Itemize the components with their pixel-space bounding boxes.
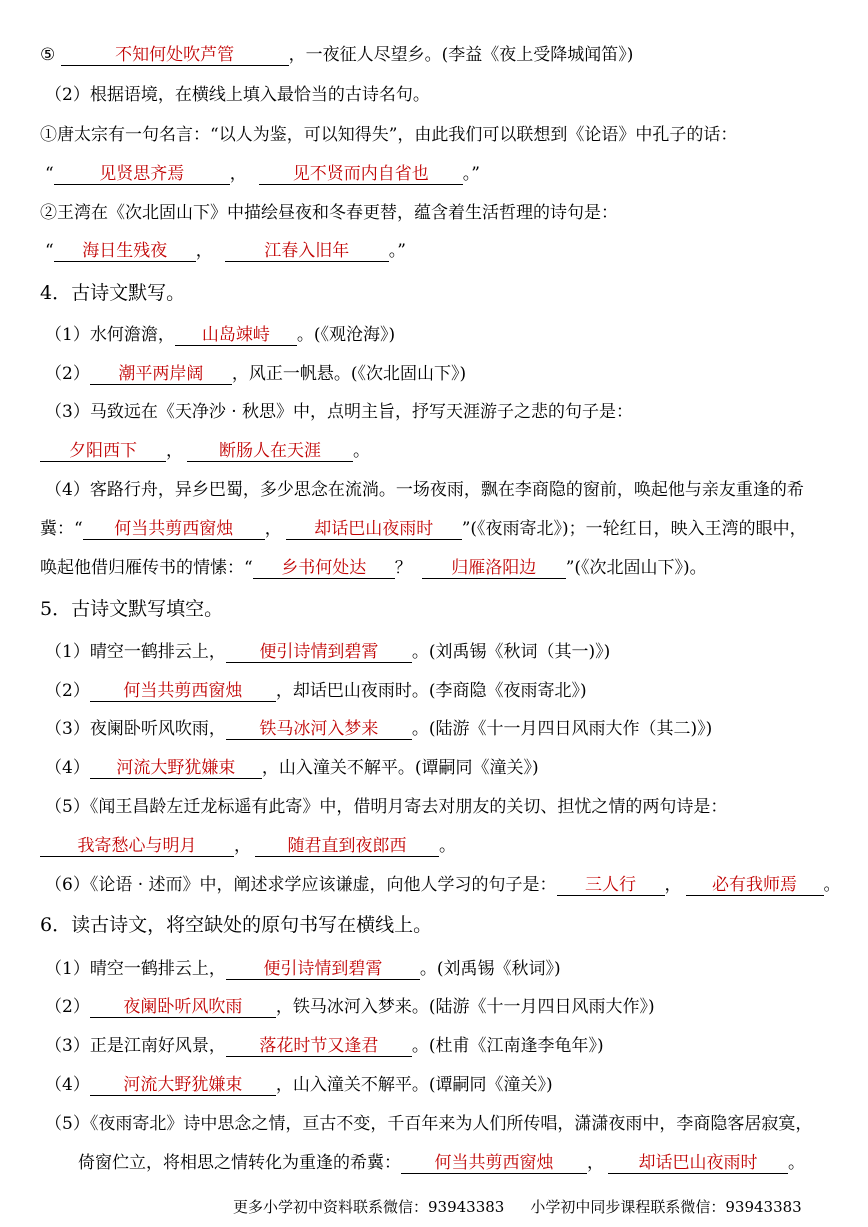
answer-blank[interactable]: 却话巴山夜雨时 [286,519,462,540]
item-line: （1）晴空一鹤排云上， 便引诗情到碧霄 。(刘禹锡《秋词（其一)》) [45,642,611,662]
question-prompt: （2）根据语境，在横线上填入最恰当的古诗名句。 [45,85,430,105]
footer-contact-left: 更多小学初中资料联系微信：93943383 [233,1198,505,1216]
answer-blank[interactable]: 便引诗情到碧霄 [226,642,412,663]
page-footer [233,1196,802,1217]
answer-blank[interactable]: 夕阳西下 [40,441,166,462]
answer-blank[interactable]: 河流大野犹嫌束 [90,758,262,779]
answer-blank[interactable]: 随君直到夜郎西 [255,836,439,857]
answer-blank[interactable]: 河流大野犹嫌束 [90,1075,276,1096]
answer-blank[interactable]: 潮平两岸阔 [90,364,232,385]
item-line: “ 见贤思齐焉 ， 见不贤而内自省也 。” [45,164,480,184]
question-text: （5）《闻王昌龄左迁龙标遥有此寄》中，借明月寄去对朋友的关切、担忧之情的两句诗是： [45,797,728,817]
item-line: （2） 何当共剪西窗烛 ，却话巴山夜雨时。(李商隐《夜雨寄北》) [45,681,587,701]
answer-blank[interactable]: 不知何处吹芦管 [61,45,289,66]
item-line: 冀：“ 何当共剪西窗烛 ， 却话巴山夜雨时 ”(《夜雨寄北》)；一轮红日，映入王湾的眼中， [40,519,807,539]
question-text: ②王湾在《次北固山下》中描绘昼夜和冬春更替，蕴含着生活哲理的诗句是： [40,203,618,223]
answer-blank[interactable]: 落花时节又逢君 [226,1036,412,1057]
answer-blank[interactable]: 归雁洛阳边 [422,558,566,579]
item-line: （3）夜阑卧听风吹雨， 铁马冰河入梦来 。(陆游《十一月四日风雨大作（其二)》) [45,719,713,739]
item-line: （1）晴空一鹤排云上， 便引诗情到碧霄 。(刘禹锡《秋词》) [45,959,561,979]
answer-blank[interactable]: 我寄愁心与明月 [40,836,234,857]
item-line: 我寄愁心与明月 ， 随君直到夜郎西 。 [40,835,456,857]
footer-contact-right: 小学初中同步课程联系微信：93943383 [530,1198,802,1216]
item-line: 夕阳西下 ， 断肠人在天涯 。 [40,440,370,462]
item-line: ⑤ 不知何处吹芦管 ，一夜征人尽望乡。(李益《夜上受降城闻笛》) [40,45,634,65]
section-title: 4．古诗文默写。 [40,282,186,304]
question-text: （3）马致远在《天净沙 · 秋思》中，点明主旨，抒写天涯游子之悲的句子是： [45,402,634,422]
answer-blank[interactable]: 何当共剪西窗烛 [83,519,265,540]
item-line: 唤起他借归雁传书的情愫：“ 乡书何处达 ？ 归雁洛阳边 ”(《次北固山下》)。 [40,558,707,578]
item-line: （6）《论语 · 述而》中，阐述求学应该谦虚，向他人学习的句子是： 三人行 ， 必有我师焉 。 [45,875,841,895]
item-line: （4） 河流大野犹嫌束 ，山入潼关不解平。(谭嗣同《潼关》) [45,1075,553,1095]
answer-blank[interactable]: 乡书何处达 [253,558,395,579]
item-line: 倚窗伫立，将相思之情转化为重逢的希冀： 何当共剪西窗烛 ， 却话巴山夜雨时 。 [78,1153,805,1173]
answer-blank[interactable]: 江春入旧年 [225,241,389,262]
answer-blank[interactable]: 见不贤而内自省也 [259,164,463,185]
question-text: （4）客路行舟，异乡巴蜀，多少思念在流淌。一场夜雨，飘在李商隐的窗前，唤起他与亲友重逢的希 [45,480,804,500]
item-line: （1）水何澹澹， 山岛竦峙 。(《观沧海》) [45,325,396,345]
section-title: 5．古诗文默写填空。 [40,598,224,620]
question-text: （5）《夜雨寄北》诗中思念之情，亘古不变，千百年来为人们所传唱，潇潇夜雨中，李商隐客居寂寞， [45,1114,813,1134]
section-title: 6．读古诗文，将空缺处的原句书写在横线上。 [40,914,433,936]
answer-blank[interactable]: 何当共剪西窗烛 [401,1153,587,1174]
answer-blank[interactable]: 夜阑卧听风吹雨 [90,997,276,1018]
answer-blank[interactable]: 三人行 [557,875,665,896]
answer-blank[interactable]: 铁马冰河入梦来 [226,719,412,740]
item-line: （4） 河流大野犹嫌束 ，山入潼关不解平。(谭嗣同《潼关》) [45,758,539,778]
item-line: （2） 潮平两岸阔 ，风正一帆悬。(《次北固山下》) [45,364,467,384]
item-line: （2） 夜阑卧听风吹雨 ，铁马冰河入梦来。(陆游《十一月四日风雨大作》) [45,997,655,1017]
answer-blank[interactable]: 何当共剪西窗烛 [90,681,276,702]
answer-blank[interactable]: 山岛竦峙 [175,325,297,346]
answer-blank[interactable]: 见贤思齐焉 [54,164,230,185]
answer-blank[interactable]: 海日生残夜 [54,241,196,262]
answer-blank[interactable]: 便引诗情到碧霄 [226,959,420,980]
item-line: “ 海日生残夜 ， 江春入旧年 。” [45,241,406,261]
question-text: ①唐太宗有一句名言：“以人为鉴，可以知得失”，由此我们可以联想到《论语》中孔子的话： [40,125,738,145]
item-line: （3）正是江南好风景， 落花时节又逢君 。(杜甫《江南逢李龟年》) [45,1036,604,1056]
answer-blank[interactable]: 却话巴山夜雨时 [608,1153,788,1174]
answer-blank[interactable]: 断肠人在天涯 [187,441,353,462]
answer-blank[interactable]: 必有我师焉 [686,875,824,896]
